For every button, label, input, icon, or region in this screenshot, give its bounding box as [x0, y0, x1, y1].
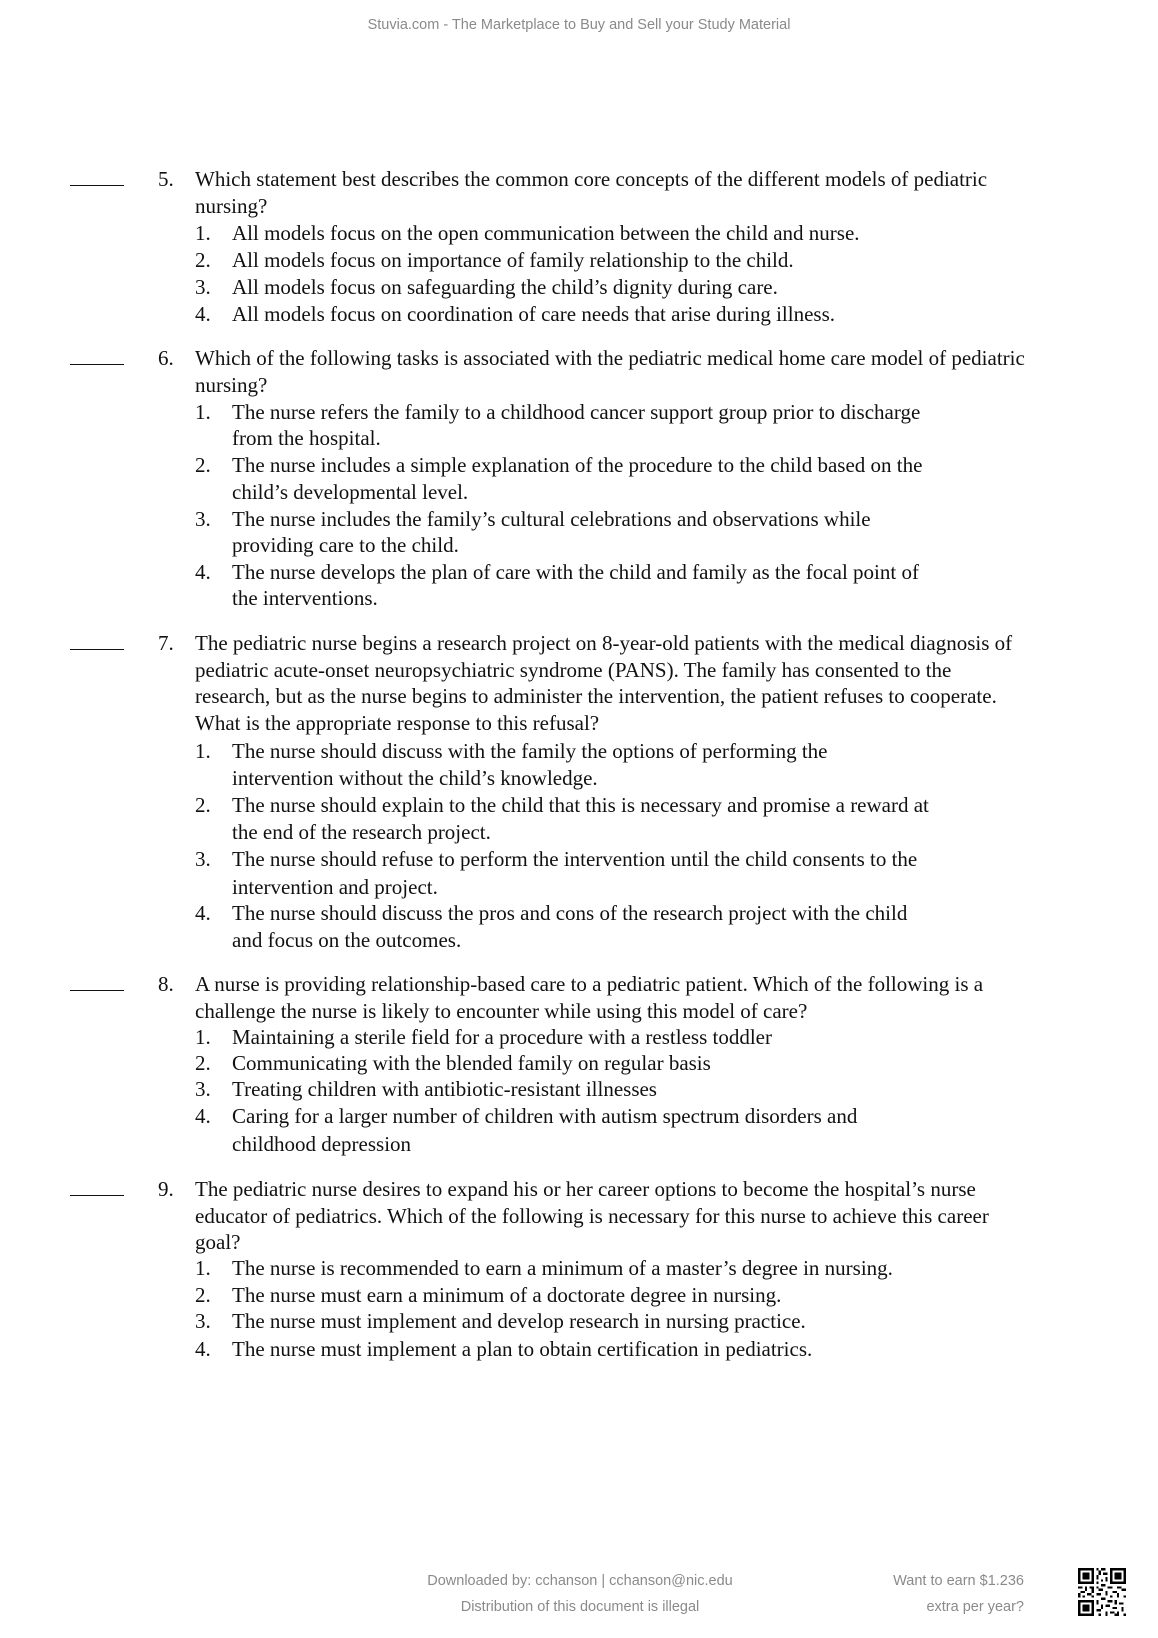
option-text: Treating children with antibiotic-resistant illnesses: [232, 1077, 657, 1101]
downloaded-by-text: Downloaded by: cchanson | cchanson@nic.edu: [427, 1573, 733, 1589]
option-number: 3.: [195, 847, 211, 871]
option-text: All models focus on coordination of care needs that arise during illness.: [232, 302, 836, 326]
question-stem: goal?: [195, 1230, 241, 1254]
option-number: 3.: [195, 507, 211, 531]
answer-blank: [70, 185, 124, 186]
option-text: The nurse develops the plan of care with the child and family as the focal point of: [232, 560, 919, 584]
option-text: the interventions.: [232, 586, 378, 610]
question-stem: The pediatric nurse desires to expand his or her career options to become the hospital’s nurse: [195, 1177, 976, 1201]
option-text: All models focus on safeguarding the child’s dignity during care.: [232, 275, 778, 299]
option-text: The nurse must implement and develop research in nursing practice.: [232, 1309, 806, 1333]
option-number: 3.: [195, 275, 211, 299]
option-number: 1.: [195, 1025, 211, 1049]
option-text: child’s developmental level.: [232, 480, 469, 504]
option-text: intervention and project.: [232, 875, 438, 899]
option-number: 4.: [195, 560, 211, 584]
question-stem: challenge the nurse is likely to encounter while using this model of care?: [195, 999, 808, 1023]
question-stem: What is the appropriate response to this refusal?: [195, 711, 600, 735]
promo-text-line2: extra per year?: [926, 1599, 1024, 1615]
option-number: 1.: [195, 400, 211, 424]
question-stem: research, but as the nurse begins to administer the intervention, the patient refuses to cooperate.: [195, 684, 997, 708]
promo-text-line1: Want to earn $1.236: [893, 1573, 1024, 1589]
option-text: providing care to the child.: [232, 533, 459, 557]
option-text: The nurse should discuss the pros and cons of the research project with the child: [232, 901, 908, 925]
page-header-watermark: Stuvia.com - The Marketplace to Buy and Sell your Study Material: [367, 17, 791, 33]
option-number: 4.: [195, 302, 211, 326]
option-text: from the hospital.: [232, 426, 381, 450]
option-number: 4.: [195, 1337, 211, 1361]
option-text: and focus on the outcomes.: [232, 928, 462, 952]
option-number: 3.: [195, 1077, 211, 1101]
option-text: The nurse refers the family to a childhood cancer support group prior to discharge: [232, 400, 921, 424]
question-stem: The pediatric nurse begins a research project on 8-year-old patients with the medical diagnosis of: [195, 631, 1013, 655]
question-stem: Which of the following tasks is associated with the pediatric medical home care model of pediatric: [195, 346, 1025, 370]
option-text: The nurse includes a simple explanation of the procedure to the child based on the: [232, 453, 923, 477]
question-stem: Which statement best describes the common core concepts of the different models of pediatric: [195, 167, 988, 191]
option-text: Communicating with the blended family on regular basis: [232, 1051, 711, 1075]
question-stem: nursing?: [195, 194, 268, 218]
option-text: The nurse includes the family’s cultural celebrations and observations while: [232, 507, 871, 531]
option-text: The nurse should refuse to perform the intervention until the child consents to the: [232, 847, 918, 871]
distribution-notice: Distribution of this document is illegal: [460, 1599, 700, 1615]
option-text: All models focus on the open communication between the child and nurse.: [232, 221, 860, 245]
question-stem: A nurse is providing relationship-based care to a pediatric patient. Which of the following is a: [195, 972, 984, 996]
answer-blank: [70, 1195, 124, 1196]
option-text: intervention without the child’s knowledge.: [232, 766, 598, 790]
option-number: 2.: [195, 248, 211, 272]
option-number: 3.: [195, 1309, 211, 1333]
qr-code-icon[interactable]: [1078, 1568, 1126, 1616]
option-number: 2.: [195, 793, 211, 817]
option-text: The nurse is recommended to earn a minimum of a master’s degree in nursing.: [232, 1256, 893, 1280]
question-stem: nursing?: [195, 373, 268, 397]
option-number: 2.: [195, 453, 211, 477]
option-number: 4.: [195, 901, 211, 925]
option-text: The nurse should discuss with the family the options of performing the: [232, 739, 828, 763]
answer-blank: [70, 364, 124, 365]
question-stem: educator of pediatrics. Which of the following is necessary for this nurse to achieve this career: [195, 1204, 989, 1228]
option-text: childhood depression: [232, 1132, 412, 1156]
answer-blank: [70, 649, 124, 650]
question-stem: pediatric acute-onset neuropsychiatric syndrome (PANS). The family has consented to the: [195, 658, 952, 682]
option-text: Maintaining a sterile field for a procedure with a restless toddler: [232, 1025, 772, 1049]
question-number: 6.: [158, 346, 174, 370]
option-number: 1.: [195, 221, 211, 245]
option-number: 2.: [195, 1051, 211, 1075]
question-number: 9.: [158, 1177, 174, 1201]
answer-blank: [70, 990, 124, 991]
option-text: The nurse must implement a plan to obtain certification in pediatrics.: [232, 1337, 813, 1361]
question-number: 7.: [158, 631, 174, 655]
option-number: 1.: [195, 739, 211, 763]
option-text: the end of the research project.: [232, 820, 491, 844]
option-text: All models focus on importance of family relationship to the child.: [232, 248, 794, 272]
option-number: 4.: [195, 1104, 211, 1128]
option-number: 2.: [195, 1283, 211, 1307]
option-text: The nurse should explain to the child that this is necessary and promise a reward at: [232, 793, 929, 817]
option-number: 1.: [195, 1256, 211, 1280]
question-number: 8.: [158, 972, 174, 996]
option-text: Caring for a larger number of children with autism spectrum disorders and: [232, 1104, 858, 1128]
question-number: 5.: [158, 167, 174, 191]
option-text: The nurse must earn a minimum of a doctorate degree in nursing.: [232, 1283, 782, 1307]
